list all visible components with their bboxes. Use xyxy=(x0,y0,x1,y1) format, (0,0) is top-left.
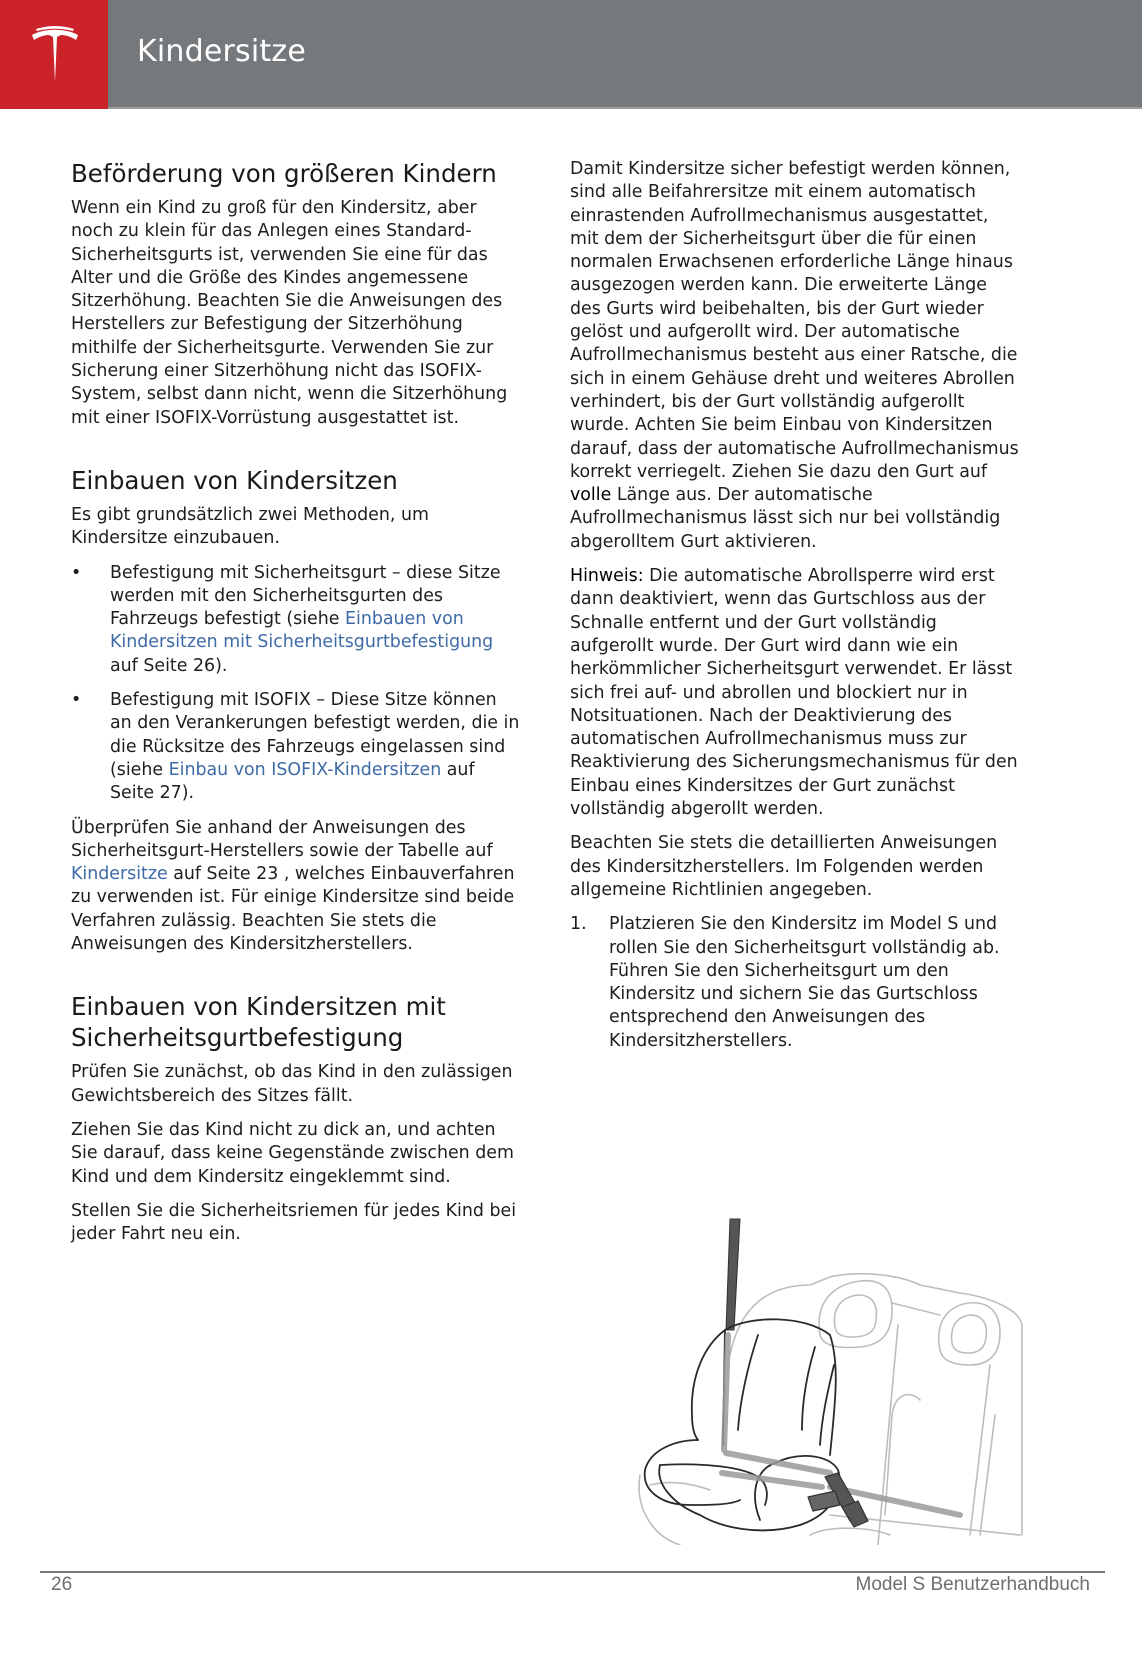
paragraph-retractor xyxy=(570,158,1020,554)
step-number: 1. xyxy=(570,914,587,935)
buckle-icon xyxy=(808,1473,868,1527)
left-column xyxy=(71,158,521,1257)
step-text: Platzieren Sie den Kindersitz im Model S und rollen Sie den Sicherheitsgurt vollständig ab. Führen Sie den Sicherheitsgurt um den Kindersitz und sichern Sie das Gurtschloss entsprechend den Anweisungen des Kindersitzherstellers. xyxy=(609,914,1000,1051)
paragraph-booster-seat: Wenn ein Kind zu groß für den Kindersitz, aber noch zu klein für das Anlegen eines Standard-Sicherheitsgurts ist, verwenden Sie eine für das Alter und die Größe des Kindes angemessene Sitzerhöhung. Beachten Sie die Anweisungen des Herstellers zur Befestigung der Sitzerhöhung mithilfe der Sicherheitsgurte. Verwenden Sie zur Sicherung einer Sitzerhöhung nicht das ISOFIX-System, selbst dann nicht, wenn die Sitzerhöhung mit einer ISOFIX-Vorrüstung ausgestattet ist. xyxy=(71,198,508,428)
paragraph-clothing: Ziehen Sie das Kind nicht zu dick an, und achten Sie darauf, dass keine Gegenstände zwischen dem Kind und dem Kindersitz eingeklemmt sind. xyxy=(71,1119,514,1187)
right-column xyxy=(570,158,1020,1053)
paragraph-check-instructions xyxy=(71,817,521,957)
paragraph-two-methods: Es gibt grundsätzlich zwei Methoden, um Kindersitze einzubauen. xyxy=(71,504,429,549)
shoulder-belt-strap xyxy=(726,1219,740,1330)
list-item xyxy=(71,689,521,805)
paragraph-text-after: auf Seite 23 , welches Einbauverfahren zu verwenden ist. Für einige Kindersitze sind beide Verfahren zulässig. Beachten Sie stets die Anweisungen des Kindersitzherstellers. xyxy=(71,864,515,955)
logo-block xyxy=(0,0,108,109)
note-paragraph xyxy=(570,565,1020,821)
paragraph-text-after: Länge aus. Der automatische Aufrollmechanismus lässt sich nur bei vollständig abgerolltem Gurt aktivieren. xyxy=(570,485,1001,552)
installation-methods-list xyxy=(71,562,521,806)
manual-title: Model S Benutzerhandbuch xyxy=(855,1574,1090,1595)
section-heading-installing-child-seats: Einbauen von Kindersitzen xyxy=(71,465,398,495)
link-kindersitze[interactable]: Kindersitze xyxy=(71,864,168,885)
emphasis-full: volle xyxy=(570,485,612,506)
paragraph-guidelines: Beachten Sie stets die detaillierten Anweisungen des Kindersitzherstellers. Im Folgenden werden allgemeine Richtlinien angegeben. xyxy=(570,833,998,900)
bullet-icon: • xyxy=(71,562,82,583)
steps-list xyxy=(570,913,1020,1053)
chapter-title: Kindersitze xyxy=(137,34,306,69)
list-item xyxy=(71,562,521,678)
bullet-icon: • xyxy=(71,690,82,711)
bullet-text-after: auf Seite 26). xyxy=(110,655,228,676)
page-header xyxy=(0,0,1142,109)
note-label: Hinweis: xyxy=(570,566,644,587)
bullet-text: Befestigung mit ISOFIX – Diese Sitze können an den Verankerungen befestigt werden, die in die Rücksitze des Fahrzeugs eingelassen sind (siehe xyxy=(110,690,520,780)
section-heading-seatbelt-installation: Einbauen von Kindersitzen mit Sicherheitsgurtbefestigung xyxy=(71,992,446,1053)
page-number: 26 xyxy=(51,1574,73,1595)
paragraph-text: Überprüfen Sie anhand der Anweisungen des Sicherheitsgurt-Herstellers sowie der Tabelle auf xyxy=(71,817,493,861)
link-isofix-installation[interactable]: Einbau von ISOFIX-Kindersitzen xyxy=(168,759,442,780)
paragraph-adjust-straps: Stellen Sie die Sicherheitsriemen für jedes Kind bei jeder Fahrt neu ein. xyxy=(71,1200,517,1245)
note-text: Die automatische Abrollsperre wird erst dann deaktiviert, wenn das Gurtschloss aus der Schnalle entfernt und der Gurt vollständig aufgerollt wurde. Der Gurt wird dann wie ein herkömmlicher Sicherheitsgurt verwendet. Er lässt sich frei auf- und abrollen und blockiert nur in Notsituationen. Nach der Deaktivierung des automatischen Aufrollmechanismus muss zur Reaktivierung des Sicherungsmechanismus für den Einbau eines Kindersitzes der Gurt zunächst vollständig abgerollt werden. xyxy=(570,566,1018,820)
bullet-text: Befestigung mit Sicherheitsgurt – diese Sitze werden mit den Sicherheitsgurten des Fahrzeugs befestigt (siehe xyxy=(110,562,501,630)
footer-divider xyxy=(40,1571,1105,1573)
tesla-logo-icon xyxy=(30,26,80,84)
section-heading-larger-children: Beförderung von größeren Kindern xyxy=(71,159,497,188)
link-seatbelt-installation[interactable]: Einbauen von Kindersitzen mit Sicherheitsgurtbefestigung xyxy=(110,609,494,653)
paragraph-weight-range: Prüfen Sie zunächst, ob das Kind in den zulässigen Gewichtsbereich des Sitzes fällt. xyxy=(71,1062,513,1106)
bullet-text-after: auf Seite 27). xyxy=(110,759,475,804)
child-seat-illustration xyxy=(630,1215,1025,1545)
paragraph-text: Damit Kindersitze sicher befestigt werden können, sind alle Beifahrersitze mit einem automatisch einrastenden Aufrollmechanismus ausgestattet, mit dem der Sicherheitsgurt über die für einen normalen Erwachsenen erforderliche Länge hinaus ausgezogen werden kann. Die erweiterte Länge des Gurts wird beibehalten, bis der Gurt wieder gelöst und aufgerollt wird. Der automatische Aufrollmechanismus besteht aus einer Ratsche, die sich in einem Gehäuse dreht und weiteres Abrollen verhindert, bis der Gurt vollständig aufgerollt wurde. Achten Sie beim Einbau von Kindersitzen darauf, dass der automatische Aufrollmechanismus korrekt verriegelt. Ziehen Sie dazu den Gurt auf xyxy=(570,159,1019,482)
step-item xyxy=(570,913,1020,1053)
